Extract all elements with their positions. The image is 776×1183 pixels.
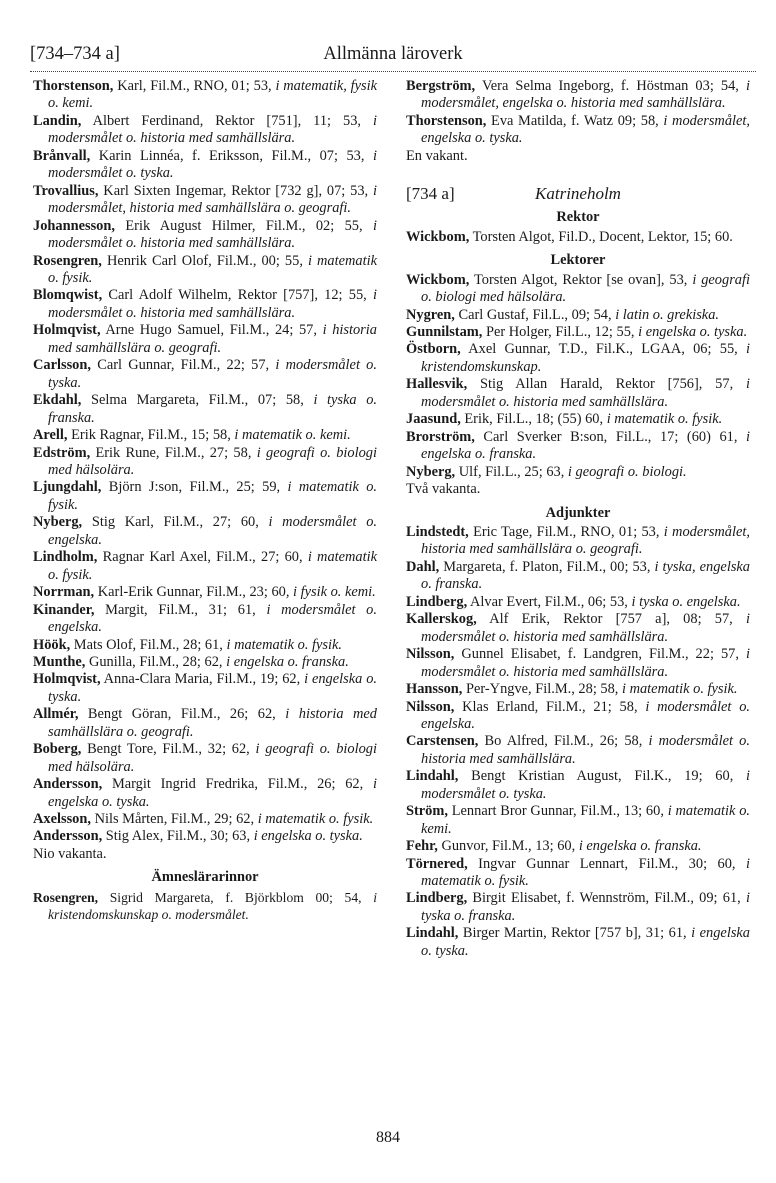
entry: [33, 427, 377, 444]
entry: [406, 699, 750, 734]
entry: [33, 357, 377, 392]
entry-subjects: i modersmålet o. historia med samhällslära.: [421, 646, 750, 680]
entry-name: Holmqvist,: [33, 671, 101, 688]
entry: [33, 828, 377, 845]
entry-name: Lindahl,: [406, 925, 459, 942]
entry: [33, 811, 377, 828]
entry-subjects: i modersmålet, engelska o. tyska.: [421, 112, 750, 147]
entry-details: Margit, Fil.M., 31; 61,: [94, 601, 267, 618]
entry: [406, 524, 750, 559]
entry-details: Sigrid Margareta, f. Björkblom 00; 54,: [98, 889, 374, 905]
entry-details: Margareta, f. Platon, Fil.M., 00; 53,: [439, 558, 655, 575]
entry-subjects: i modersmålet o. historia med samhällslära.: [421, 611, 750, 645]
entry-subjects: i modersmålet o. historia med samhällslära.: [421, 733, 750, 767]
entry: [406, 611, 750, 646]
entry-name: Munthe,: [33, 653, 86, 670]
amneslararinnor-list: [33, 889, 377, 924]
entry-name: Fehr,: [406, 838, 438, 855]
entry: [406, 272, 750, 307]
school-title: [406, 183, 750, 207]
entry-name: Rosengren,: [33, 252, 102, 269]
entry-subjects: i matematik o. fysik.: [606, 411, 723, 428]
entry-subjects: i modersmålet, historia med samhällslära o. geografi.: [48, 182, 377, 217]
entry-details: Gunnel Elisabet, f. Landgren, Fil.M., 22; 57,: [454, 646, 746, 663]
entry-subjects: i tyska, engelska o. franska.: [421, 558, 751, 593]
entry-name: Andersson,: [33, 776, 103, 793]
entry-details: Klas Erland, Fil.M., 21; 58,: [454, 698, 646, 715]
entry-details: Nils Mårten, Fil.M., 29; 62,: [90, 811, 258, 828]
entry-name: Allmér,: [33, 706, 79, 723]
entry: [406, 229, 750, 246]
entry: [406, 307, 750, 324]
entry-details: Torsten Algot, Fil.D., Docent, Lektor, 15; 60.: [469, 228, 733, 245]
entry: [33, 287, 377, 322]
entry-name: Norrman,: [33, 584, 95, 601]
entry-subjects: i latin o. grekiska.: [615, 306, 719, 323]
entry-details: Eric Tage, Fil.M., RNO, 01; 53,: [468, 523, 664, 540]
entry-name: Hansson,: [406, 681, 463, 698]
entry: [406, 803, 750, 838]
entry-subjects: i geografi o. biologi med hälsolära.: [48, 444, 377, 478]
right-top-entry-list: [406, 78, 750, 148]
entry-details: Erik Rune, Fil.M., 27; 58,: [90, 444, 257, 461]
entry-name: Blomqwist,: [33, 287, 103, 304]
entry-name: Dahl,: [406, 558, 440, 575]
lektorer-list: [406, 272, 750, 481]
entry-name: Lindholm,: [33, 549, 98, 566]
entry: [406, 646, 750, 681]
entry-name: Kallerskog,: [406, 611, 477, 628]
entry-details: Axel Gunnar, T.D., Fil.K., LGAA, 06; 55,: [460, 341, 746, 358]
entry-subjects: i engelska o. tyska.: [638, 323, 748, 340]
entry-details: Lennart Bror Gunnar, Fil.M., 13; 60,: [447, 803, 668, 820]
entry-subjects: i fysik o. kemi.: [293, 584, 376, 601]
entry-details: Bengt Tore, Fil.M., 32; 62,: [81, 741, 256, 758]
entry: [33, 741, 377, 776]
entry-details: Anna-Clara Maria, Fil.M., 19; 62,: [100, 671, 305, 688]
entry-name: Höök,: [33, 636, 71, 653]
entry-details: Stig Karl, Fil.M., 27; 60,: [82, 514, 269, 531]
entry-name: Ljungdahl,: [33, 479, 102, 496]
entry-subjects: i kristendomskunskap.: [421, 341, 750, 375]
entry-name: Nilsson,: [406, 646, 455, 663]
entry-subjects: i matematik o. kemi.: [234, 427, 351, 444]
entry-details: Eva Matilda, f. Watz 09; 58,: [486, 112, 664, 129]
entry-name: Nyberg,: [33, 514, 83, 531]
entry: [406, 733, 750, 768]
entry-name: Nyberg,: [406, 463, 456, 480]
entry-name: Brånvall,: [33, 147, 91, 164]
page-header: [30, 44, 756, 66]
entry-name: Jaasund,: [406, 411, 461, 428]
entry: [33, 113, 377, 148]
right-top-vacancy: En vakant.: [406, 147, 468, 164]
entry-name: Carstensen,: [406, 733, 479, 750]
entry-name: Brorström,: [406, 428, 475, 445]
entry: [406, 411, 750, 428]
entry-name: Wickbom,: [406, 228, 470, 245]
entry-subjects: i engelska o. franska.: [421, 428, 750, 463]
entry-subjects: i modersmålet o. tyska.: [48, 357, 377, 391]
school-name: Katrineholm: [535, 184, 621, 204]
entry-subjects: i modersmålet o. tyska.: [48, 147, 377, 182]
entry: [33, 706, 377, 741]
entry: [406, 856, 750, 891]
left-column: [33, 78, 377, 924]
entry-subjects: i engelska o. tyska.: [48, 671, 377, 705]
entry-subjects: i geografi o. biologi med hälsolära.: [48, 741, 377, 775]
entry-details: Björn J:son, Fil.M., 25; 59,: [101, 479, 288, 496]
entry-subjects: i modersmålet o. engelska.: [48, 514, 377, 548]
entry-name: Johannesson,: [33, 217, 115, 234]
entry-name: Arell,: [33, 427, 68, 444]
entry-subjects: i engelska o. tyska.: [48, 776, 377, 810]
entry-details: Carl Sverker B:son, Fil.L., 17; (60) 61,: [474, 428, 746, 445]
entry-subjects: i geografi o. biologi med hälsolära.: [421, 271, 750, 306]
entry-details: Per Holger, Fil.L., 12; 55,: [482, 323, 639, 340]
entry-name: Lindberg,: [406, 890, 468, 907]
entry-name: Lindberg,: [406, 593, 468, 610]
entry: [33, 253, 377, 288]
entry-subjects: i modersmålet, engelska o. historia med samhällslära.: [421, 78, 750, 112]
entry: [406, 681, 750, 698]
entry-name: Holmqvist,: [33, 322, 101, 339]
entry: [33, 445, 377, 480]
entry-details: Carl Gustaf, Fil.L., 09; 54,: [454, 306, 616, 323]
entry-name: Landin,: [33, 112, 82, 129]
entry: [33, 148, 377, 183]
entry-details: Henrik Carl Olof, Fil.M., 00; 55,: [101, 252, 308, 269]
entry-subjects: i historia med samhällslära o. geografi.: [48, 706, 377, 740]
entry-details: Vera Selma Ingeborg, f. Höstman 03; 54,: [475, 78, 746, 94]
left-vacancies: Nio vakanta.: [33, 845, 107, 862]
entry: [406, 113, 750, 148]
entry-details: Margit Ingrid Fredrika, Fil.M., 26; 62,: [102, 776, 373, 793]
entry: [406, 464, 750, 481]
entry-subjects: i engelska o. franska.: [226, 653, 349, 670]
entry: [406, 559, 750, 594]
entry-subjects: i modersmålet, historia med samhällslära o. geografi.: [421, 523, 750, 558]
entry-details: Karin Linnéa, f. Eriksson, Fil.M., 07; 53,: [90, 147, 373, 164]
entry-details: Karl Sixten Ingemar, Rektor [732 g], 07; 53,: [98, 182, 373, 199]
entry: [33, 218, 377, 253]
entry: [33, 602, 377, 637]
entry-subjects: i modersmålet o. engelska.: [421, 698, 750, 732]
entry-subjects: i tyska o. franska.: [421, 890, 750, 924]
entry-details: Torsten Algot, Rektor [se ovan], 53,: [469, 271, 693, 288]
entry-name: Boberg,: [33, 741, 82, 758]
running-title: Allmänna läroverk: [323, 44, 463, 64]
entry-details: Stig Allan Harald, Rektor [756], 57,: [467, 376, 746, 393]
entry: [33, 183, 377, 218]
entry-name: Nygren,: [406, 306, 455, 323]
entry-subjects: i modersmålet o. historia med samhällslära.: [48, 112, 377, 147]
entry-details: Erik, Fil.L., 18; (55) 60,: [460, 411, 607, 428]
entry-name: Bergström,: [406, 78, 476, 94]
entry-subjects: i engelska o. franska.: [578, 838, 702, 855]
entry: [33, 584, 377, 601]
entry-details: Carl Gunnar, Fil.M., 22; 57,: [90, 357, 276, 374]
entry-details: Selma Margareta, Fil.M., 07; 58,: [81, 392, 314, 409]
entry: [406, 376, 750, 411]
entry-subjects: i matematik o. kemi.: [421, 803, 750, 837]
entry-name: Nilsson,: [406, 698, 455, 715]
entry-subjects: i matematik o. fysik.: [622, 681, 738, 698]
entry: [33, 776, 377, 811]
entry-details: Karl-Erik Gunnar, Fil.M., 23; 60,: [94, 584, 294, 601]
entry-details: Ragnar Karl Axel, Fil.M., 27; 60,: [97, 549, 308, 566]
entry-subjects: i modersmålet o. historia med samhällslära.: [48, 287, 377, 321]
school-code: [734 a]: [406, 184, 455, 204]
entry-name: Hallesvik,: [406, 376, 468, 393]
entry-details: Birger Martin, Rektor [757 b], 31; 61,: [458, 925, 692, 942]
entry-name: Ström,: [406, 803, 448, 820]
entry: [33, 322, 377, 357]
entry-details: Per-Yngve, Fil.M., 28; 58,: [462, 681, 622, 698]
entry-name: Lindstedt,: [406, 523, 469, 540]
entry: [33, 392, 377, 427]
entry-details: Alf Erik, Rektor [757 a], 08; 57,: [476, 611, 746, 628]
entry-details: Erik Ragnar, Fil.M., 15; 58,: [67, 427, 235, 444]
adjunkter-list: [406, 524, 750, 960]
entry-details: Birgit Elisabet, f. Wennström, Fil.M., 09; 61,: [467, 890, 746, 907]
entry-details: Bengt Göran, Fil.M., 26; 62,: [78, 706, 286, 723]
entry: [33, 514, 377, 549]
entry-details: Stig Alex, Fil.M., 30; 63,: [102, 828, 254, 845]
entry-details: Mats Olof, Fil.M., 28; 61,: [70, 636, 227, 653]
left-entry-list: [33, 78, 377, 846]
adjunkter-heading: Adjunkter: [545, 504, 611, 521]
entry: [406, 594, 750, 611]
entry-name: Lindahl,: [406, 768, 459, 785]
amneslararinnor-heading: Ämneslärarinnor: [151, 869, 259, 886]
entry-subjects: i modersmålet o. engelska.: [48, 601, 377, 636]
entry-details: Erik August Hilmer, Fil.M., 02; 55,: [114, 217, 373, 234]
entry: [406, 429, 750, 464]
entry-name: Ekdahl,: [33, 392, 82, 409]
entry-name: Gunnilstam,: [406, 323, 483, 340]
entry-subjects: i matematik o. fysik.: [421, 855, 750, 890]
entry-subjects: i matematik o. fysik.: [257, 811, 374, 828]
entry: [33, 78, 377, 113]
entry: [33, 671, 377, 706]
entry-name: Andersson,: [33, 828, 103, 845]
entry-subjects: i matematik o. fysik.: [48, 252, 377, 286]
entry-details: Karl, Fil.M., RNO, 01; 53,: [113, 78, 276, 94]
entry-subjects: i engelska o. tyska.: [421, 925, 750, 959]
entry-subjects: i engelska o. tyska.: [253, 828, 363, 845]
lektorer-heading: Lektorer: [550, 252, 606, 269]
entry-subjects: i modersmålet o. historia med samhällslära.: [48, 217, 377, 252]
entry-details: Bengt Kristian August, Fil.K., 19; 60,: [458, 768, 746, 785]
entry-subjects: i kristendomskunskap o. modersmålet.: [48, 889, 377, 923]
entry-details: Gunvor, Fil.M., 13; 60,: [437, 838, 579, 855]
entry: [33, 889, 377, 924]
entry: [406, 838, 750, 855]
lektorer-vacancy: Två vakanta.: [406, 481, 481, 498]
entry: [406, 768, 750, 803]
entry: [406, 324, 750, 341]
entry-name: Östborn,: [406, 341, 461, 358]
entry-subjects: i modersmålet o. tyska.: [421, 768, 750, 802]
right-column: [406, 78, 750, 960]
entry-details: Carl Adolf Wilhelm, Rektor [757], 12; 55,: [102, 287, 373, 304]
entry-name: Wickbom,: [406, 271, 470, 288]
entry: [406, 78, 750, 113]
entry-name: Axelsson,: [33, 811, 91, 828]
entry: [33, 549, 377, 584]
entry: [33, 654, 377, 671]
entry: [406, 925, 750, 960]
entry-name: Edström,: [33, 444, 91, 461]
entry-name: Törnered,: [406, 855, 468, 872]
entry-subjects: i historia med samhällslära o. geografi.: [48, 322, 377, 356]
entry-details: Albert Ferdinand, Rektor [751], 11; 53,: [81, 112, 373, 129]
entry-subjects: i matematik, fysik o. kemi.: [48, 78, 377, 112]
entry-subjects: i matematik o. fysik.: [48, 479, 377, 513]
entry: [406, 890, 750, 925]
entry-subjects: i tyska o. franska.: [48, 392, 378, 426]
entry: [33, 637, 377, 654]
entry: [33, 479, 377, 514]
section-code: [734–734 a]: [30, 44, 120, 64]
entry-name: Thorstenson,: [33, 78, 114, 94]
entry: [406, 341, 750, 376]
entry-name: Trovallius,: [33, 182, 99, 199]
entry-subjects: i matematik o. fysik.: [48, 549, 377, 583]
entry-details: Ingvar Gunnar Lennart, Fil.M., 30; 60,: [467, 855, 746, 872]
entry-details: Alvar Evert, Fil.M., 06; 53,: [467, 593, 632, 610]
entry-details: Bo Alfred, Fil.M., 26; 58,: [478, 733, 649, 750]
entry-subjects: i tyska o. engelska.: [631, 593, 741, 610]
entry-subjects: i modersmålet o. historia med samhällslära.: [421, 376, 750, 410]
entry-details: Arne Hugo Samuel, Fil.M., 24; 57,: [100, 322, 323, 339]
entry-name: Thorstenson,: [406, 112, 487, 129]
entry-details: Gunilla, Fil.M., 28; 62,: [85, 653, 227, 670]
entry-name: Rosengren,: [33, 889, 99, 905]
rektor-list: [406, 229, 750, 246]
rektor-heading: Rektor: [556, 209, 600, 226]
entry-details: Ulf, Fil.L., 25; 63,: [455, 463, 568, 480]
entry-subjects: i matematik o. fysik.: [226, 636, 342, 653]
page-number: 884: [376, 1129, 400, 1146]
entry-subjects: i geografi o. biologi.: [567, 463, 687, 480]
entry-name: Carlsson,: [33, 357, 91, 374]
entry-name: Kinander,: [33, 601, 95, 618]
header-rule: [30, 71, 756, 72]
